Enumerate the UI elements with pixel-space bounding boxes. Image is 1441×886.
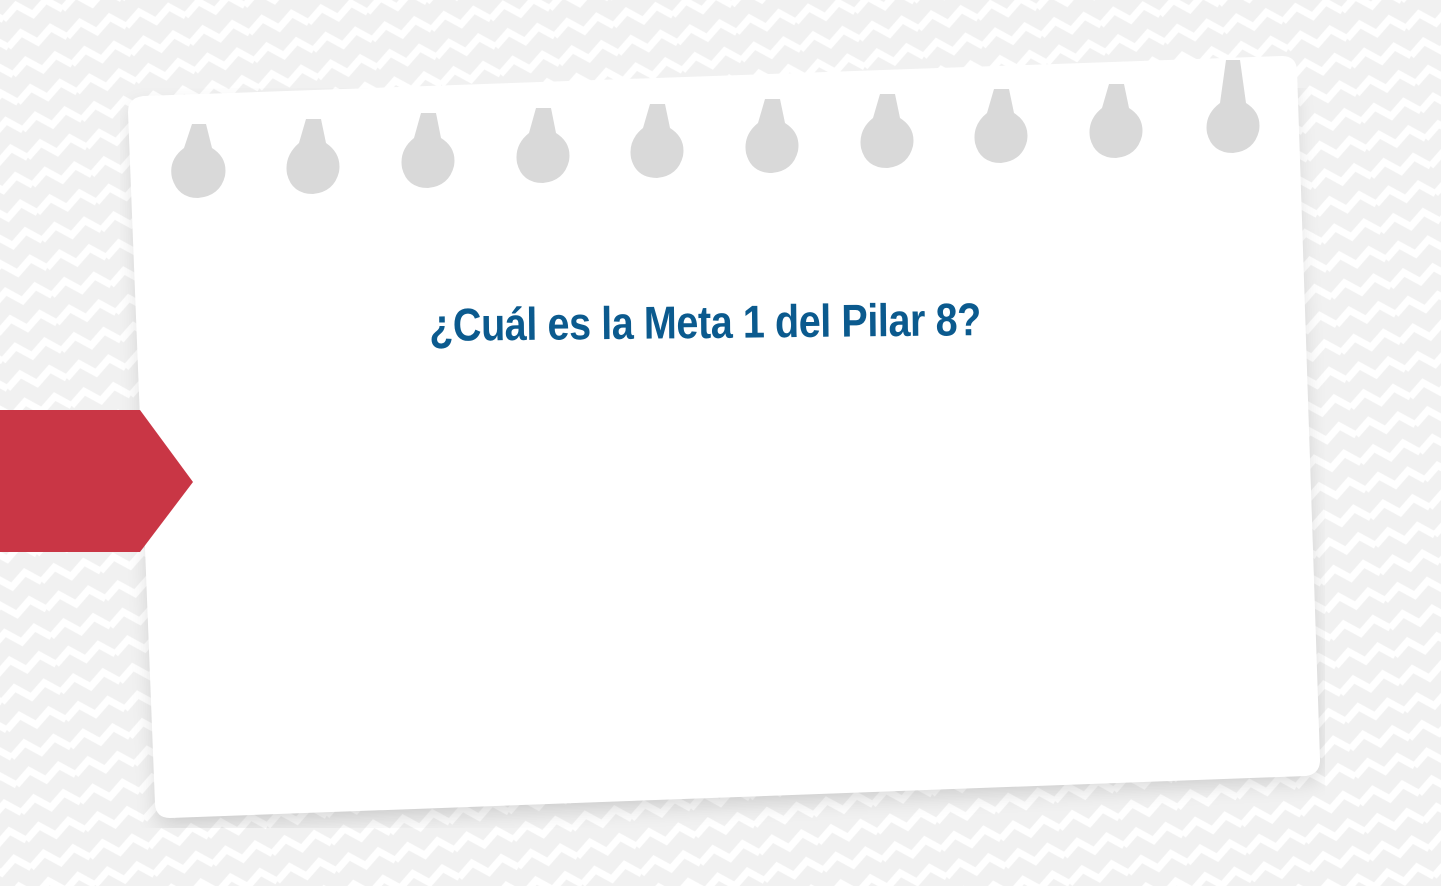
ribbon-arrow-icon xyxy=(0,410,193,552)
question-text: ¿Cuál es la Meta 1 del Pilar 8? xyxy=(428,293,982,351)
